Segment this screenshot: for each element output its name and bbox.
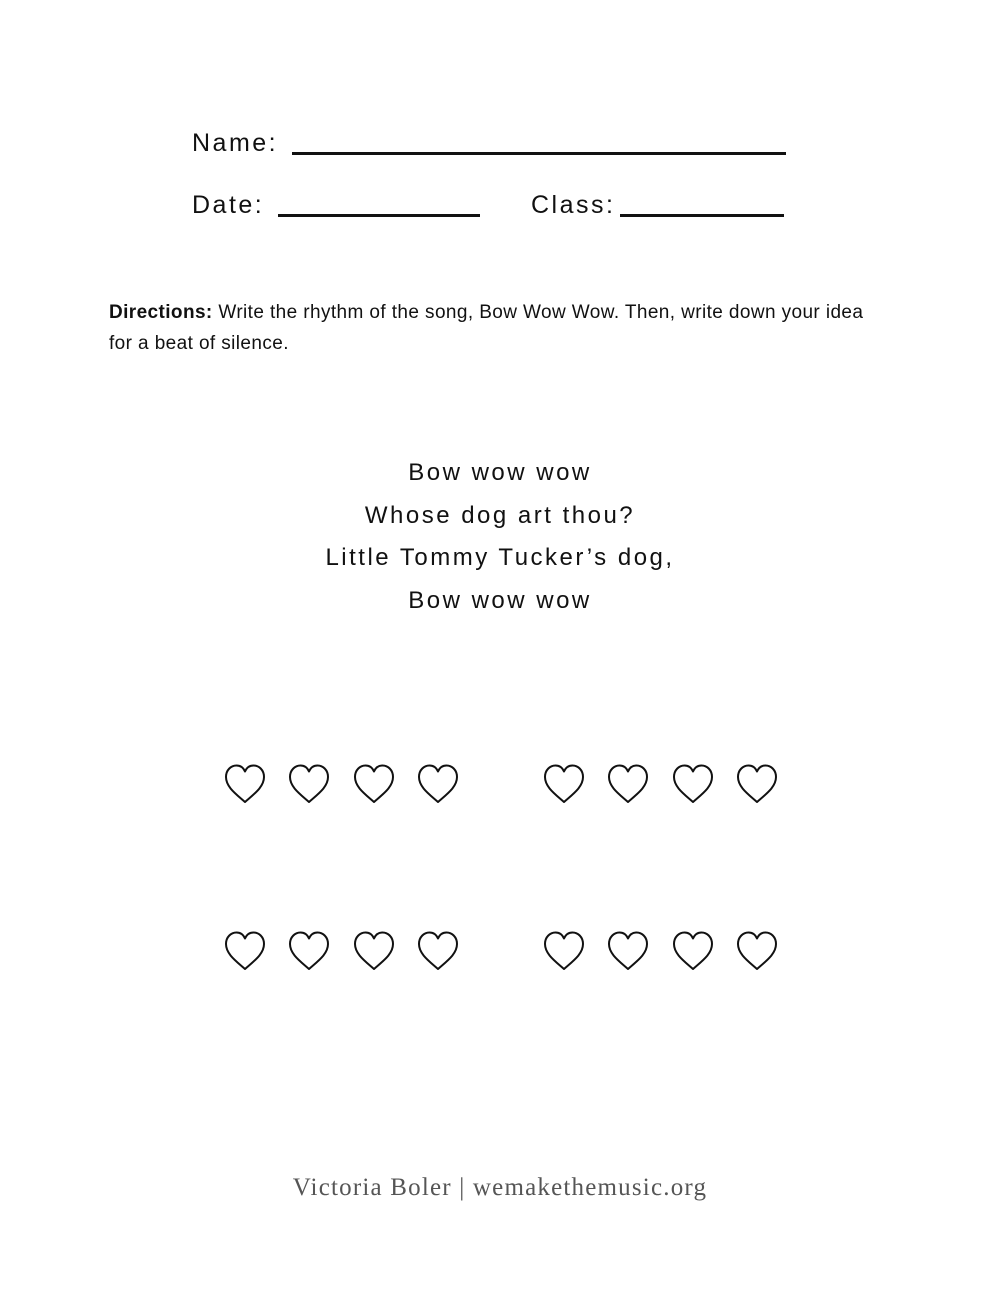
directions-text: Write the rhythm of the song, Bow Wow Wow. Then, write down your idea for a beat of silence. — [109, 302, 864, 354]
heart-outline-icon — [287, 762, 331, 806]
lyric-line-2: Whose dog art thou? — [364, 501, 636, 529]
name-label: Name: — [192, 129, 279, 157]
footer-credit: Victoria Boler | wemakethemusic.org — [292, 1174, 708, 1201]
class-label: Class: — [531, 191, 616, 219]
heart-outline-icon — [223, 929, 267, 973]
beat-hearts-row-1 — [0, 762, 1000, 806]
beat-hearts-row-2 — [0, 929, 1000, 973]
heart-outline-icon — [735, 762, 779, 806]
lyric-line-3: Little Tommy Tucker’s dog, — [325, 544, 675, 571]
lyric-line-1: Bow wow wow — [408, 459, 592, 486]
heart-outline-icon — [542, 762, 586, 806]
lyric-line-4: Bow wow wow — [408, 586, 592, 614]
heart-outline-icon — [671, 762, 715, 806]
heart-outline-icon — [735, 929, 779, 973]
class-field[interactable] — [620, 214, 784, 217]
heart-outline-icon — [287, 929, 331, 973]
date-label: Date: — [192, 191, 265, 219]
song-lyrics — [0, 452, 1000, 622]
heart-outline-icon — [416, 762, 460, 806]
directions-paragraph — [109, 297, 889, 359]
heart-outline-icon — [671, 929, 715, 973]
heart-outline-icon — [352, 762, 396, 806]
heart-outline-icon — [606, 929, 650, 973]
date-field[interactable] — [278, 214, 480, 217]
heart-outline-icon — [542, 929, 586, 973]
directions-label: Directions: — [109, 302, 213, 323]
heart-outline-icon — [352, 929, 396, 973]
heart-outline-icon — [606, 762, 650, 806]
name-field[interactable] — [292, 152, 786, 155]
heart-outline-icon — [223, 762, 267, 806]
heart-outline-icon — [416, 929, 460, 973]
